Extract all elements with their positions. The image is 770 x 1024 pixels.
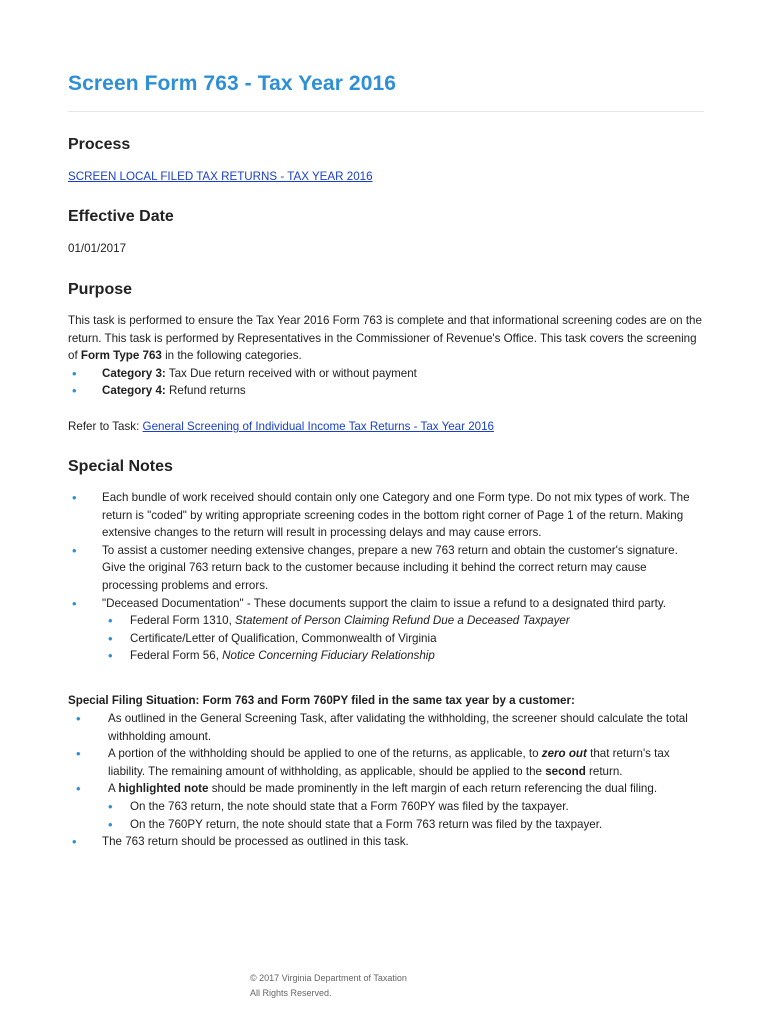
rights-text: All Rights Reserved.: [250, 988, 332, 998]
refer-to-task: Refer to Task: General Screening of Individual Income Tax Returns - Tax Year 2016: [68, 420, 495, 433]
list-item: • Each bundle of work received should contain only one Category and one Form type. Do not mix types of work. The return is "coded" by writing appropriate screening codes in the bottom right corner of Page 1 of the return. Making extensive changes to the return will result in processing delays and may cause errors.: [68, 489, 704, 542]
title-divider: [68, 111, 704, 112]
special-notes-heading: Special Notes: [68, 458, 173, 475]
list-item: • "Deceased Documentation" - These documents support the claim to issue a refund to a designated third party. • Federal Form 1310, Statement of Person Claiming Refund Due a Deceased Taxpayer • Certificate/Letter of Qualification, Commonwealth of Virginia • Federal Form 56, Notice Concerning Fiduciary Relationship: [68, 595, 704, 665]
list-item: • Federal Form 1310, Statement of Person Claiming Refund Due a Deceased Taxpayer: [68, 612, 704, 630]
list-item: • As outlined in the General Screening Task, after validating the withholding, the screener should calculate the total withholding amount.: [68, 710, 704, 745]
list-item: • The 763 return should be processed as outlined in this task.: [68, 833, 704, 851]
effective-date-value: 01/01/2017: [68, 242, 127, 255]
list-item: • A highlighted note should be made prominently in the left margin of each return referencing the dual filing. • On the 763 return, the note should state that a Form 760PY was filed by the taxpayer. • On the 760PY return, the note should state that a Form 763 return was filed by the taxpayer.: [68, 780, 704, 833]
special-filing-final-list: [68, 833, 704, 851]
list-item: • On the 763 return, the note should state that a Form 760PY was filed by the taxpayer.: [68, 798, 704, 816]
list-item: • Certificate/Letter of Qualification, Commonwealth of Virginia: [68, 630, 704, 648]
list-item: • On the 760PY return, the note should state that a Form 763 return was filed by the taxpayer.: [68, 816, 704, 834]
special-filing-block: [68, 710, 704, 851]
copyright-text: © 2017 Virginia Department of Taxation: [250, 973, 407, 983]
purpose-heading: Purpose: [68, 281, 133, 298]
special-filing-heading: Special Filing Situation: Form 763 and Form 760PY filed in the same tax year by a customer:: [68, 694, 575, 707]
list-item: • Category 4: Refund returns: [68, 382, 704, 400]
special-notes-block: [68, 489, 704, 665]
form-type-bold: Form Type 763: [80, 349, 162, 363]
process-link-row: [68, 168, 373, 186]
list-item: • A portion of the withholding should be applied to one of the returns, as applicable, to zero out that return's tax liability. The remaining amount of withholding, as applicable, should be applied to the second return.: [68, 745, 704, 780]
special-filing-list: [68, 710, 704, 833]
list-item: • To assist a customer needing extensive changes, prepare a new 763 return and obtain the customer's signature. Give the original 763 return back to the customer because including it behind the correct return may cause processing problems and errors.: [68, 542, 704, 595]
page-footer: [250, 971, 407, 1001]
page-title: Screen Form 763 - Tax Year 2016: [68, 72, 397, 95]
dual-filing-note-list: [108, 798, 704, 833]
purpose-category-list: [68, 365, 704, 400]
deceased-documentation-list: [102, 612, 704, 665]
list-item: • Federal Form 56, Notice Concerning Fiduciary Relationship: [68, 647, 704, 665]
process-heading: Process: [68, 136, 131, 153]
purpose-paragraph: This task is performed to ensure the Tax Year 2016 Form 763 is complete and that informational screening codes are on the return. This task is performed by Representatives in the Commissioner of Revenue's Office. This task covers the screening of Form Type 763 in the following categories.: [68, 314, 702, 363]
list-item: • Category 3: Tax Due return received with or without payment: [68, 365, 704, 383]
effective-date-heading: Effective Date: [68, 208, 174, 225]
process-link[interactable]: SCREEN LOCAL FILED TAX RETURNS - TAX YEAR 2016: [68, 170, 373, 183]
general-screening-link[interactable]: General Screening of Individual Income Tax Returns - Tax Year 2016: [142, 420, 495, 433]
special-notes-list: [68, 489, 704, 665]
purpose-block: [68, 312, 704, 400]
